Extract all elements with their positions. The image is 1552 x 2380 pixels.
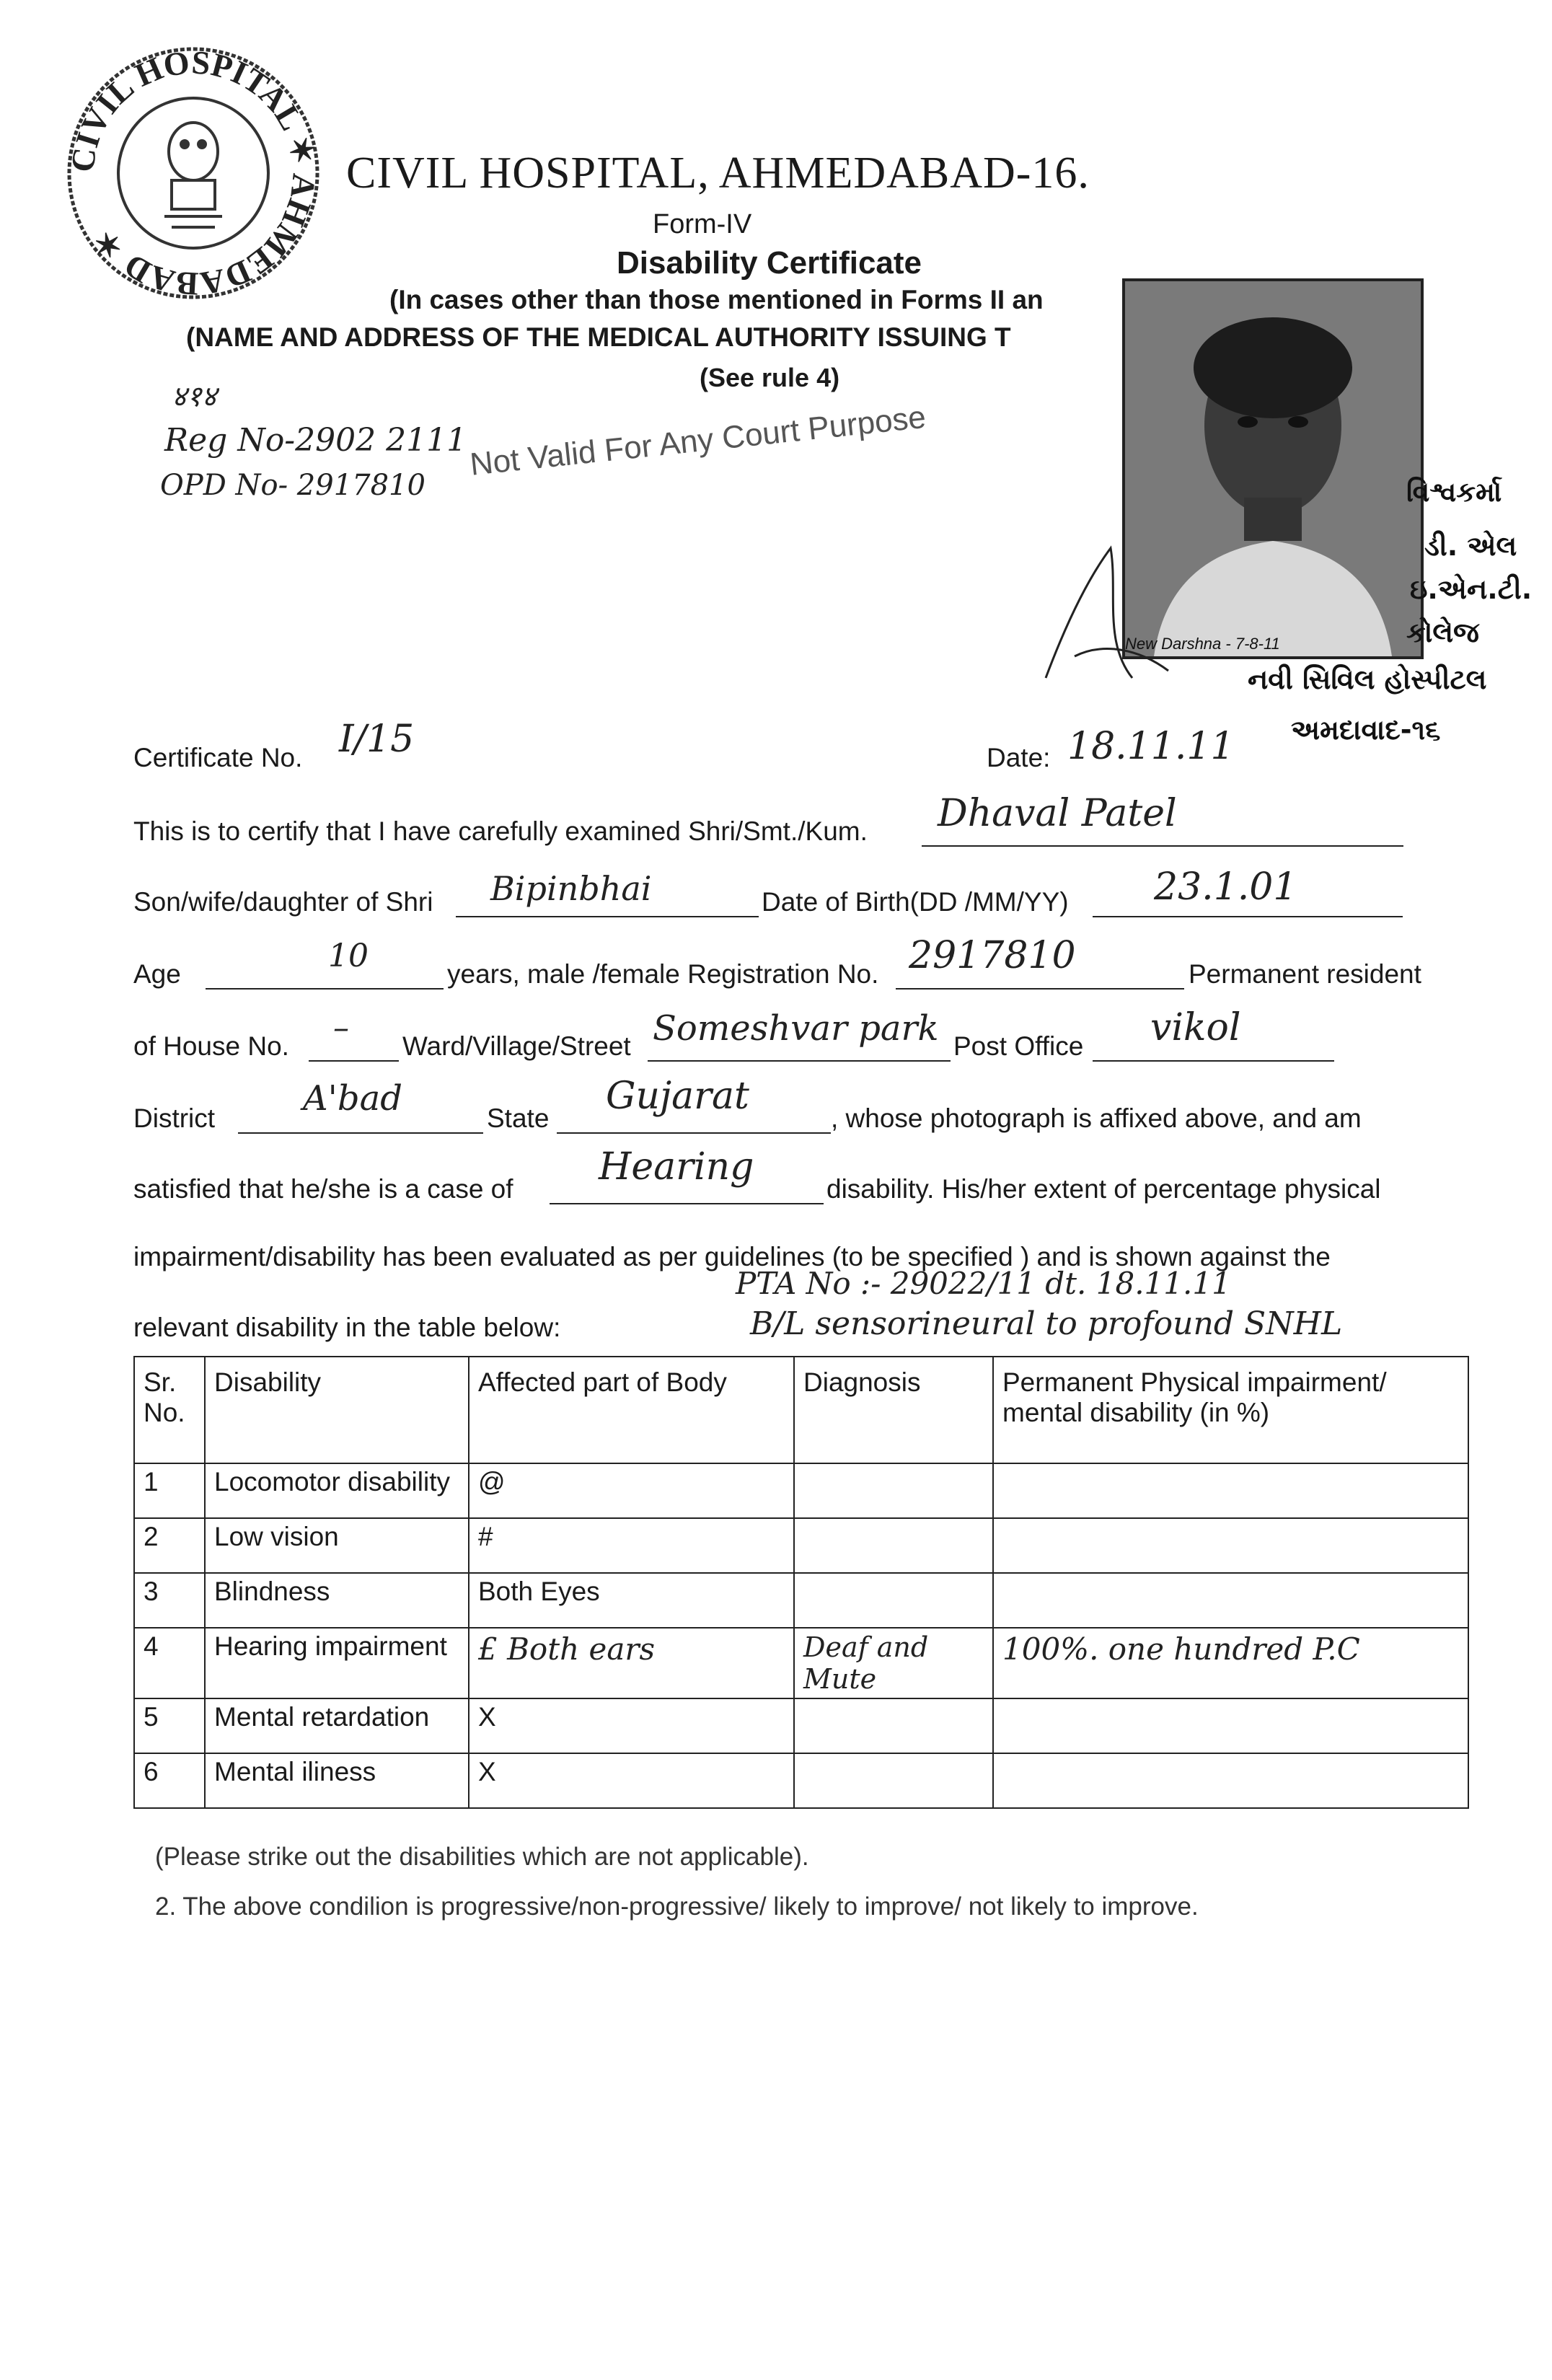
father-underline [456, 916, 759, 917]
certificate-no-label: Certificate No. [133, 743, 303, 772]
table-row [134, 1518, 1468, 1573]
seal-ring-text: CIVIL HOSPITAL ✶ AHMEDABAD ✶ [63, 43, 323, 303]
certificate-no-value: I/15 [339, 718, 415, 761]
table-row [134, 1753, 1468, 1808]
cell-percent [993, 1463, 1468, 1518]
snhl-note: B/L sensorineural to profound SNHL [750, 1305, 1343, 1342]
cell-disability: Mental iliness [205, 1753, 469, 1808]
state-label: State [487, 1103, 550, 1133]
stamp-line-4: કોલેજ [1406, 617, 1480, 648]
cell-sr: 6 [134, 1753, 205, 1808]
date-value: 18.11.11 [1067, 725, 1235, 768]
cell-part: £ Both ears [469, 1628, 794, 1698]
cell-diagnosis [794, 1753, 993, 1808]
patient-name: Dhaval Patel [938, 792, 1177, 835]
name-underline [922, 845, 1403, 847]
street-label: Ward/Village/Street [402, 1031, 631, 1061]
pta-note: PTA No :- 29022/11 dt. 18.11.11 [736, 1266, 1231, 1301]
disability-type-value: Hearing [599, 1145, 754, 1189]
district-value: A'bad [303, 1078, 402, 1119]
district-label: District [133, 1103, 216, 1133]
not-valid-stamp: Not Valid For Any Court Purpose [468, 399, 928, 482]
cell-part: X [469, 1698, 794, 1753]
cell-percent [993, 1518, 1468, 1573]
header-percent: Permanent Physical impairment/ mental disability (in %) [993, 1357, 1468, 1463]
cell-diagnosis [794, 1698, 993, 1753]
house-no-value: – [333, 1010, 349, 1046]
table-row [134, 1628, 1468, 1698]
registration-underline [896, 988, 1184, 990]
dob-underline [1093, 916, 1403, 917]
case-of-label: satisfied that he/she is a case of [133, 1174, 513, 1204]
cell-sr: 3 [134, 1573, 205, 1628]
header-diagnosis: Diagnosis [794, 1357, 993, 1463]
cell-disability: Hearing impairment [205, 1628, 469, 1698]
street-underline [648, 1060, 951, 1062]
table-header-row [134, 1357, 1468, 1463]
relevant-disability-text: relevant disability in the table below: [133, 1313, 561, 1342]
house-no-label: of House No. [133, 1031, 289, 1061]
age-underline [206, 988, 444, 990]
post-office-value: vikol [1150, 1006, 1241, 1049]
table-row [134, 1573, 1468, 1628]
handwritten-reg-no: Reg No-2902 2111 [164, 422, 467, 459]
header-disability: Disability [205, 1357, 469, 1463]
cell-diagnosis [794, 1518, 993, 1573]
state-value: Gujarat [606, 1075, 749, 1118]
condition-note: 2. The above condilion is progressive/non-progressive/ likely to improve/ not likely to improve. [155, 1892, 1199, 1921]
street-value: Someshvar park [653, 1008, 939, 1049]
cell-percent [993, 1698, 1468, 1753]
age-label: Age [133, 959, 181, 989]
cell-part: X [469, 1753, 794, 1808]
certify-text: This is to certify that I have carefully examined Shri/Smt./Kum. [133, 816, 868, 846]
date-label: Date: [987, 743, 1051, 772]
disability-type-underline [550, 1203, 824, 1204]
cell-disability: Low vision [205, 1518, 469, 1573]
dob-label: Date of Birth(DD /MM/YY) [762, 887, 1069, 917]
hospital-seal [63, 43, 323, 303]
cell-part: @ [469, 1463, 794, 1518]
cell-part: # [469, 1518, 794, 1573]
house-underline [309, 1060, 399, 1062]
cell-sr: 1 [134, 1463, 205, 1518]
cell-sr: 2 [134, 1518, 205, 1573]
stamp-line-1: વિશ્વકર્મા [1406, 476, 1502, 508]
cell-diagnosis: Deaf and Mute [794, 1628, 993, 1698]
gender-registration-label: years, male /female Registration No. [447, 959, 879, 989]
rule-reference: (See rule 4) [700, 363, 840, 392]
photograph-affixed-text: , whose photograph is affixed above, and am [831, 1103, 1362, 1133]
stamp-line-6: અમદાવાદ-૧૬ [1291, 714, 1441, 746]
signature-mark [1024, 534, 1183, 692]
header-sr-no: Sr. No. [134, 1357, 205, 1463]
permanent-resident-label: Permanent resident [1189, 959, 1421, 989]
state-underline [557, 1132, 831, 1134]
svg-text:CIVIL HOSPITAL ✶ AHMEDABAD ✶ [63, 43, 322, 302]
emblem-icon [164, 123, 222, 227]
disability-table [133, 1356, 1469, 1809]
registration-no-value: 2917810 [909, 934, 1076, 977]
cell-part: Both Eyes [469, 1573, 794, 1628]
stamp-line-2: ડી. એલ [1424, 530, 1517, 562]
post-office-label: Post Office [953, 1031, 1084, 1061]
header-affected-part: Affected part of Body [469, 1357, 794, 1463]
table-row [134, 1463, 1468, 1518]
cell-percent [993, 1753, 1468, 1808]
certificate-title: Disability Certificate [617, 245, 922, 281]
cell-disability: Mental retardation [205, 1698, 469, 1753]
issuing-authority-line: (NAME AND ADDRESS OF THE MEDICAL AUTHORITY ISSUING T [186, 322, 1011, 352]
cell-percent [993, 1573, 1468, 1628]
stamp-line-3: ઇ.એન.ટી. [1410, 573, 1533, 605]
handwritten-opd-no: OPD No- 2917810 [160, 469, 426, 502]
cell-sr: 5 [134, 1698, 205, 1753]
cell-disability: Blindness [205, 1573, 469, 1628]
father-name: Bipinbhai [490, 869, 652, 908]
form-number: Form-IV [653, 209, 752, 239]
certificate-subtitle: (In cases other than those mentioned in Forms II an [389, 285, 1044, 314]
table-row [134, 1698, 1468, 1753]
district-underline [238, 1132, 483, 1134]
dob-value: 23.1.01 [1154, 865, 1297, 909]
evaluation-text: impairment/disability has been evaluated as per guidelines (to be specified ) and is shown against the [133, 1242, 1331, 1271]
cell-disability: Locomotor disability [205, 1463, 469, 1518]
cell-sr: 4 [134, 1628, 205, 1698]
stamp-line-5: નવી સિવિલ હોસ્પીટલ [1248, 664, 1487, 695]
age-value: 10 [328, 938, 369, 974]
handwritten-code: ४१४ [172, 380, 217, 413]
hospital-name: CIVIL HOSPITAL, AHMEDABAD-16. [346, 149, 1090, 198]
cell-percent: 100%. one hundred P.C [993, 1628, 1468, 1698]
post-office-underline [1093, 1060, 1334, 1062]
photo-caption: New Darshna - 7-8-11 [1125, 635, 1280, 653]
cell-diagnosis [794, 1573, 993, 1628]
extent-text: disability. His/her extent of percentage physical [826, 1174, 1381, 1204]
relation-label: Son/wife/daughter of Shri [133, 887, 433, 917]
cell-diagnosis [794, 1463, 993, 1518]
strike-out-note: (Please strike out the disabilities which are not applicable). [155, 1843, 809, 1871]
